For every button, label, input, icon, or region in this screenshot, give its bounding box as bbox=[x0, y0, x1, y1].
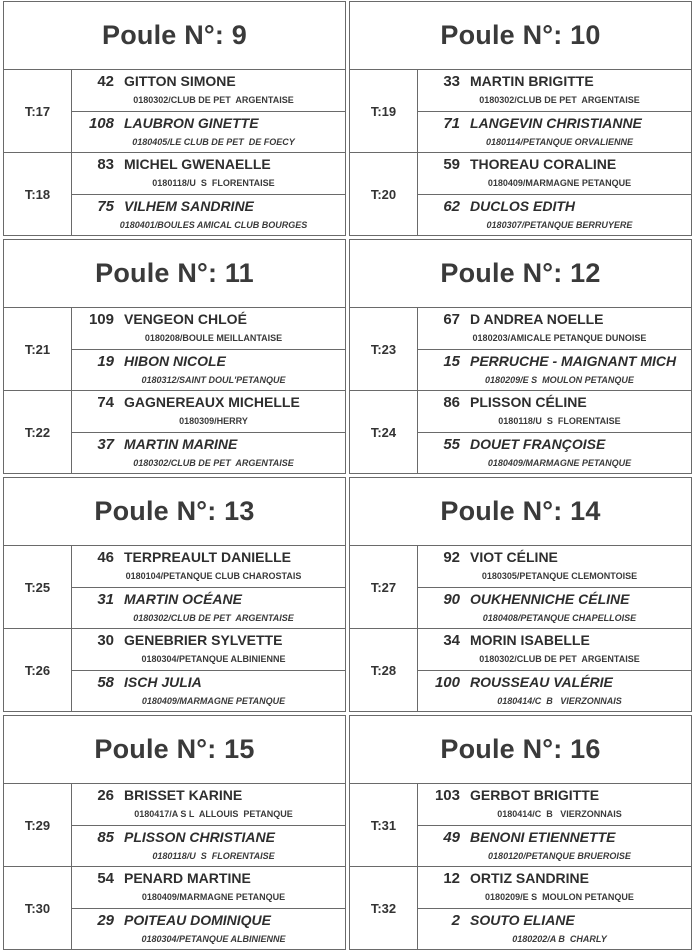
player-line bbox=[418, 632, 691, 652]
table-players bbox=[72, 70, 345, 152]
table-players bbox=[418, 629, 691, 711]
player-name: MICHEL GWENAELLE bbox=[124, 156, 271, 173]
player-number: 74 bbox=[97, 394, 114, 412]
player-number: 49 bbox=[443, 828, 460, 846]
player-number: 75 bbox=[97, 197, 114, 215]
poule-tables bbox=[4, 308, 345, 473]
player-line bbox=[72, 674, 345, 694]
player-club: 0180307/PETANQUE BERRUYERE bbox=[486, 219, 633, 230]
player-number: 33 bbox=[443, 73, 460, 91]
poule-tables bbox=[4, 546, 345, 711]
player-name: GITTON SIMONE bbox=[124, 73, 236, 90]
table-players bbox=[418, 867, 691, 949]
player-entry bbox=[72, 671, 345, 712]
player-entry bbox=[418, 350, 691, 391]
player-entry bbox=[72, 433, 345, 474]
table-number: T:32 bbox=[350, 867, 418, 949]
table-number: T:19 bbox=[350, 70, 418, 152]
player-club: 0180118/U S FLORENTAISE bbox=[498, 416, 621, 427]
table-players bbox=[72, 867, 345, 949]
player-name: TERPREAULT DANIELLE bbox=[124, 549, 291, 566]
table-number: T:27 bbox=[350, 546, 418, 628]
player-club: 0180302/CLUB DE PET ARGENTAISE bbox=[133, 612, 294, 623]
player-club: 0180304/PETANQUE ALBINIENNE bbox=[141, 933, 286, 944]
player-number: 42 bbox=[97, 73, 114, 91]
table-block bbox=[350, 867, 691, 949]
player-line bbox=[72, 198, 345, 218]
poules-grid bbox=[3, 1, 692, 950]
table-number: T:31 bbox=[350, 784, 418, 866]
player-name: BRISSET KARINE bbox=[124, 787, 243, 804]
player-number: 55 bbox=[443, 435, 460, 453]
player-club: 0180208/BOULE MEILLANTAISE bbox=[144, 333, 283, 344]
player-line bbox=[418, 73, 691, 93]
player-name: VIOT CÉLINE bbox=[470, 549, 558, 566]
player-number: 34 bbox=[443, 632, 460, 650]
player-line bbox=[72, 870, 345, 890]
player-number: 86 bbox=[443, 394, 460, 412]
player-entry bbox=[418, 826, 691, 867]
table-block bbox=[350, 546, 691, 629]
table-players bbox=[418, 546, 691, 628]
player-name: MARTIN OCÉANE bbox=[124, 590, 242, 607]
player-entry bbox=[72, 629, 345, 671]
poule-tables bbox=[350, 784, 691, 949]
player-line bbox=[72, 787, 345, 807]
player-number: 71 bbox=[443, 114, 460, 132]
player-number: 67 bbox=[443, 311, 460, 329]
player-club: 0180409/MARMAGNE PETANQUE bbox=[141, 892, 286, 903]
player-name: MARTIN MARINE bbox=[124, 435, 238, 452]
player-number: 31 bbox=[97, 590, 114, 608]
table-players bbox=[72, 784, 345, 866]
poule-tables bbox=[4, 70, 345, 235]
player-club: 0180409/MARMAGNE PETANQUE bbox=[487, 178, 632, 189]
player-line bbox=[72, 549, 345, 569]
player-number: 54 bbox=[97, 870, 114, 888]
player-number: 30 bbox=[97, 632, 114, 650]
poule-tables bbox=[350, 70, 691, 235]
player-number: 15 bbox=[443, 352, 460, 370]
poule-tables bbox=[350, 308, 691, 473]
player-name: ORTIZ SANDRINE bbox=[470, 870, 589, 887]
poule-card-14 bbox=[349, 477, 692, 712]
player-entry bbox=[418, 909, 691, 950]
player-line bbox=[418, 674, 691, 694]
player-line bbox=[72, 156, 345, 176]
poule-title: Poule N°: 12 bbox=[350, 240, 691, 308]
table-players bbox=[418, 153, 691, 235]
table-block bbox=[350, 153, 691, 235]
player-club: 0180414/C B VIERZONNAIS bbox=[497, 695, 622, 706]
player-number: 92 bbox=[443, 549, 460, 567]
player-entry bbox=[72, 153, 345, 195]
player-club: 0180104/PETANQUE CLUB CHAROSTAIS bbox=[125, 571, 302, 582]
poule-tables bbox=[4, 784, 345, 949]
poule-card-10 bbox=[349, 1, 692, 236]
player-number: 46 bbox=[97, 549, 114, 567]
player-line bbox=[418, 591, 691, 611]
player-line bbox=[418, 912, 691, 932]
player-line bbox=[72, 394, 345, 414]
table-players bbox=[72, 153, 345, 235]
player-name: DUCLOS EDITH bbox=[470, 197, 575, 214]
player-number: 108 bbox=[88, 114, 114, 132]
player-club: 0180114/PETANQUE ORVALIENNE bbox=[485, 136, 634, 147]
player-name: ISCH JULIA bbox=[124, 673, 202, 690]
player-number: 19 bbox=[97, 352, 114, 370]
table-number: T:26 bbox=[4, 629, 72, 711]
player-name: D ANDREA NOELLE bbox=[470, 311, 604, 328]
poule-title: Poule N°: 10 bbox=[350, 2, 691, 70]
player-line bbox=[418, 156, 691, 176]
player-number: 62 bbox=[443, 197, 460, 215]
player-line bbox=[72, 436, 345, 456]
player-entry bbox=[418, 391, 691, 433]
player-entry bbox=[72, 112, 345, 153]
player-line bbox=[72, 353, 345, 373]
player-entry bbox=[72, 909, 345, 950]
player-name: VENGEON CHLOÉ bbox=[124, 311, 247, 328]
table-players bbox=[72, 308, 345, 390]
table-number: T:21 bbox=[4, 308, 72, 390]
player-club: 0180302/CLUB DE PET ARGENTAISE bbox=[133, 457, 294, 468]
table-players bbox=[72, 629, 345, 711]
table-block bbox=[350, 784, 691, 867]
player-entry bbox=[418, 588, 691, 629]
player-number: 12 bbox=[443, 870, 460, 888]
poule-title: Poule N°: 13 bbox=[4, 478, 345, 546]
poule-title: Poule N°: 16 bbox=[350, 716, 691, 784]
player-line bbox=[418, 198, 691, 218]
player-entry bbox=[72, 350, 345, 391]
player-line bbox=[418, 787, 691, 807]
player-club: 0180409/MARMAGNE PETANQUE bbox=[487, 457, 632, 468]
poule-card-15 bbox=[3, 715, 346, 950]
table-number: T:17 bbox=[4, 70, 72, 152]
player-number: 109 bbox=[88, 311, 114, 329]
player-club: 0180417/A S L ALLOUIS PETANQUE bbox=[134, 809, 293, 820]
player-name: GENEBRIER SYLVETTE bbox=[124, 632, 283, 649]
table-number: T:29 bbox=[4, 784, 72, 866]
poule-card-13 bbox=[3, 477, 346, 712]
poule-tables bbox=[350, 546, 691, 711]
player-name: THOREAU CORALINE bbox=[470, 156, 617, 173]
player-club: 0180312/SAINT DOUL'PETANQUE bbox=[141, 374, 286, 385]
player-name: MORIN ISABELLE bbox=[470, 632, 590, 649]
player-name: LANGEVIN CHRISTIANNE bbox=[470, 114, 642, 131]
player-entry bbox=[72, 308, 345, 350]
player-entry bbox=[418, 629, 691, 671]
player-club: 0180409/MARMAGNE PETANQUE bbox=[141, 695, 286, 706]
player-club: 0180309/HERRY bbox=[179, 416, 248, 427]
player-club: 0180120/PETANQUE BRUEROISE bbox=[488, 850, 631, 861]
player-line bbox=[418, 353, 691, 373]
player-number: 83 bbox=[97, 156, 114, 174]
player-entry bbox=[72, 195, 345, 236]
player-club: 0180302/CLUB DE PET ARGENTAISE bbox=[133, 95, 294, 106]
player-entry bbox=[418, 546, 691, 588]
player-number: 29 bbox=[97, 911, 114, 929]
player-club: 0180118/U S FLORENTAISE bbox=[152, 178, 275, 189]
player-entry bbox=[72, 867, 345, 909]
table-block bbox=[4, 867, 345, 949]
player-name: GERBOT BRIGITTE bbox=[470, 787, 600, 804]
table-block bbox=[350, 391, 691, 473]
player-entry bbox=[72, 826, 345, 867]
player-name: MARTIN BRIGITTE bbox=[470, 73, 594, 90]
player-club: 0180209/E S MOULON PETANQUE bbox=[485, 374, 634, 385]
player-number: 85 bbox=[97, 828, 114, 846]
player-name: LAUBRON GINETTE bbox=[124, 114, 259, 131]
table-number: T:18 bbox=[4, 153, 72, 235]
player-entry bbox=[418, 784, 691, 826]
player-entry bbox=[72, 784, 345, 826]
table-number: T:24 bbox=[350, 391, 418, 473]
table-players bbox=[418, 784, 691, 866]
player-number: 37 bbox=[97, 435, 114, 453]
poule-card-11 bbox=[3, 239, 346, 474]
player-name: HIBON NICOLE bbox=[124, 352, 226, 369]
poule-card-12 bbox=[349, 239, 692, 474]
player-name: GAGNEREAUX MICHELLE bbox=[124, 394, 300, 411]
table-players bbox=[418, 308, 691, 390]
player-name: PLISSON CÉLINE bbox=[470, 394, 587, 411]
table-block bbox=[4, 629, 345, 711]
player-number: 26 bbox=[97, 787, 114, 805]
player-name: PERRUCHE - MAIGNANT MICH bbox=[470, 352, 677, 369]
table-number: T:28 bbox=[350, 629, 418, 711]
table-players bbox=[72, 391, 345, 473]
poule-title: Poule N°: 9 bbox=[4, 2, 345, 70]
player-entry bbox=[418, 433, 691, 474]
player-number: 59 bbox=[443, 156, 460, 174]
player-club: 0180118/U S FLORENTAISE bbox=[152, 850, 275, 861]
player-name: PLISSON CHRISTIANE bbox=[124, 828, 275, 845]
player-entry bbox=[72, 588, 345, 629]
player-number: 90 bbox=[443, 590, 460, 608]
table-block bbox=[4, 308, 345, 391]
player-number: 103 bbox=[434, 787, 460, 805]
player-name: BENONI ETIENNETTE bbox=[470, 828, 616, 845]
player-line bbox=[72, 73, 345, 93]
player-name: POITEAU DOMINIQUE bbox=[124, 911, 272, 928]
player-line bbox=[418, 394, 691, 414]
table-number: T:25 bbox=[4, 546, 72, 628]
player-name: PENARD MARTINE bbox=[124, 870, 251, 887]
table-block bbox=[4, 70, 345, 153]
player-name: SOUTO ELIANE bbox=[470, 911, 575, 928]
player-entry bbox=[418, 308, 691, 350]
player-line bbox=[72, 912, 345, 932]
table-block bbox=[4, 391, 345, 473]
poule-title: Poule N°: 15 bbox=[4, 716, 345, 784]
player-line bbox=[72, 591, 345, 611]
player-line bbox=[72, 311, 345, 331]
table-players bbox=[418, 391, 691, 473]
player-number: 2 bbox=[451, 911, 460, 929]
player-line bbox=[418, 311, 691, 331]
player-club: 0180408/PETANQUE CHAPELLOISE bbox=[482, 612, 637, 623]
table-number: T:20 bbox=[350, 153, 418, 235]
player-club: 0180304/PETANQUE ALBINIENNE bbox=[141, 654, 286, 665]
player-entry bbox=[418, 671, 691, 712]
player-club: 0180302/CLUB DE PET ARGENTAISE bbox=[479, 95, 640, 106]
player-club: 0180302/CLUB DE PET ARGENTAISE bbox=[479, 654, 640, 665]
player-number: 58 bbox=[97, 673, 114, 691]
table-block bbox=[350, 308, 691, 391]
player-club: 0180414/C B VIERZONNAIS bbox=[497, 809, 622, 820]
table-block bbox=[350, 70, 691, 153]
player-entry bbox=[72, 546, 345, 588]
player-line bbox=[72, 115, 345, 135]
table-players bbox=[418, 70, 691, 152]
player-line bbox=[72, 829, 345, 849]
player-club: 0180203/AMICALE PETANQUE DUNOISE bbox=[472, 333, 647, 344]
player-line bbox=[418, 549, 691, 569]
player-name: VILHEM SANDRINE bbox=[124, 197, 254, 214]
player-club: 0180209/E S MOULON PETANQUE bbox=[485, 892, 634, 903]
player-entry bbox=[418, 112, 691, 153]
player-name: DOUET FRANÇOISE bbox=[470, 435, 606, 452]
player-line bbox=[418, 115, 691, 135]
player-line bbox=[418, 870, 691, 890]
poule-card-16 bbox=[349, 715, 692, 950]
player-number: 100 bbox=[434, 673, 460, 691]
player-club: 0180202/A B CHARLY bbox=[512, 933, 607, 944]
table-number: T:30 bbox=[4, 867, 72, 949]
player-entry bbox=[418, 195, 691, 236]
table-block bbox=[4, 546, 345, 629]
player-line bbox=[418, 436, 691, 456]
table-block bbox=[350, 629, 691, 711]
player-line bbox=[418, 829, 691, 849]
player-entry bbox=[418, 153, 691, 195]
player-name: OUKHENNICHE CÉLINE bbox=[470, 590, 630, 607]
player-club: 0180305/PETANQUE CLEMONTOISE bbox=[481, 571, 638, 582]
player-entry bbox=[72, 70, 345, 112]
player-club: 0180401/BOULES AMICAL CLUB BOURGES bbox=[119, 219, 308, 230]
table-block bbox=[4, 153, 345, 235]
player-club: 0180405/LE CLUB DE PET DE FOECY bbox=[132, 136, 295, 147]
player-entry bbox=[418, 70, 691, 112]
player-entry bbox=[72, 391, 345, 433]
table-block bbox=[4, 784, 345, 867]
table-number: T:23 bbox=[350, 308, 418, 390]
poule-card-9 bbox=[3, 1, 346, 236]
table-number: T:22 bbox=[4, 391, 72, 473]
poule-title: Poule N°: 11 bbox=[4, 240, 345, 308]
table-players bbox=[72, 546, 345, 628]
player-entry bbox=[418, 867, 691, 909]
player-name: ROUSSEAU VALÉRIE bbox=[470, 673, 613, 690]
poule-title: Poule N°: 14 bbox=[350, 478, 691, 546]
player-line bbox=[72, 632, 345, 652]
